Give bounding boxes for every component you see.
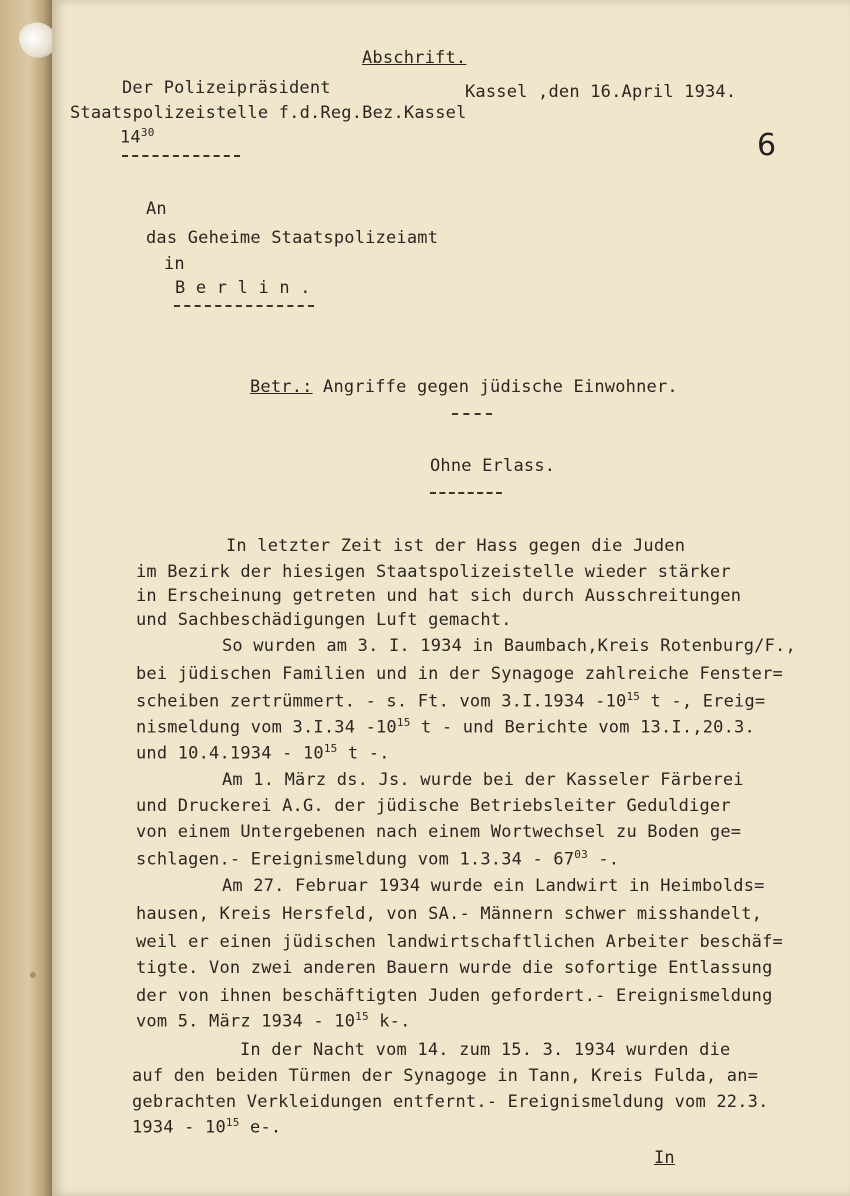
body-line: So wurden am 3. I. 1934 in Baumbach,Kreis Rotenburg/F., — [222, 636, 796, 656]
body-line: auf den beiden Türmen der Synagoge in Tann, Kreis Fulda, an= — [132, 1066, 759, 1086]
continuation-word: In — [654, 1148, 675, 1168]
body-line: scheiben zertrümmert. - s. Ft. vom 3.I.1934 $-10^{15}$ t -, Ereig= — [136, 690, 766, 712]
subject-note: Ohne Erlass. — [430, 456, 556, 476]
body-line: tigte. Von zwei anderen Bauern wurde die sofortige Entlassung — [136, 958, 773, 978]
file-number: $14^{30}$ — [120, 126, 155, 148]
body-line: schlagen.- Ereignismeldung vom $1.3.34 - 67^{03}$ -. — [136, 848, 620, 870]
body-line: und Druckerei A.G. der jüdische Betriebsleiter Geduldiger — [136, 796, 731, 816]
body-line: vom 5. März $1934 - 10^{15}$ k-. — [136, 1010, 411, 1032]
body-line: in Erscheinung getreten und hat sich durch Ausschreitungen — [136, 586, 742, 606]
body-line: gebrachten Verkleidungen entfernt.- Ereignismeldung vom 22.3. — [132, 1092, 769, 1112]
body-line: $1934 - 10^{15}$ e-. — [132, 1116, 282, 1138]
punch-hole — [30, 972, 36, 978]
sender-line-2: Staatspolizeistelle f.d.Reg.Bez.Kassel — [70, 103, 467, 123]
recipient-line-4: B e r l i n . — [175, 278, 311, 298]
document-title: Abschrift. — [362, 48, 467, 68]
body-line: hausen, Kreis Hersfeld, von SA.- Männern schwer misshandelt, — [136, 904, 763, 924]
divider — [430, 492, 502, 494]
page-number: 6 — [757, 128, 777, 163]
body-line: und $10.4.1934 - 10^{15}$ t -. — [136, 742, 390, 764]
body-line: weil er einen jüdischen landwirtschaftlichen Arbeiter beschäf= — [136, 932, 783, 952]
sender-line-1: Der Polizeipräsident — [122, 78, 331, 98]
body-line: der von ihnen beschäftigten Juden gefordert.- Ereignismeldung — [136, 986, 773, 1006]
body-line: nismeldung vom 3.I.34 $-10^{15}$ t - und Berichte vom 13.I.,20.3. — [136, 716, 755, 738]
recipient-line-1: An — [146, 199, 167, 219]
binding-edge — [0, 0, 52, 1196]
divider — [122, 155, 240, 157]
body-line: In der Nacht vom 14. zum 15. 3. 1934 wurden die — [240, 1040, 731, 1060]
body-line: In letzter Zeit ist der Hass gegen die Juden — [226, 536, 686, 556]
body-line: und Sachbeschädigungen Luft gemacht. — [136, 610, 512, 630]
recipient-line-3: in — [164, 254, 185, 274]
document-page — [52, 0, 850, 1196]
body-line: von einem Untergebenen nach einem Wortwechsel zu Boden ge= — [136, 822, 742, 842]
body-line: Am 1. März ds. Js. wurde bei der Kasseler Färberei — [222, 770, 744, 790]
subject-line: Betr.: Angriffe gegen jüdische Einwohner. — [250, 377, 678, 397]
body-line: im Bezirk der hiesigen Staatspolizeistelle wieder stärker — [136, 562, 731, 582]
body-line: bei jüdischen Familien und in der Synagoge zahlreiche Fenster= — [136, 664, 783, 684]
divider — [174, 305, 314, 307]
body-line: Am 27. Februar 1934 wurde ein Landwirt in Heimbolds= — [222, 876, 765, 896]
divider — [452, 413, 492, 415]
place-date: Kassel ,den 16.April 1934. — [465, 82, 737, 102]
recipient-line-2: das Geheime Staatspolizeiamt — [146, 228, 439, 248]
